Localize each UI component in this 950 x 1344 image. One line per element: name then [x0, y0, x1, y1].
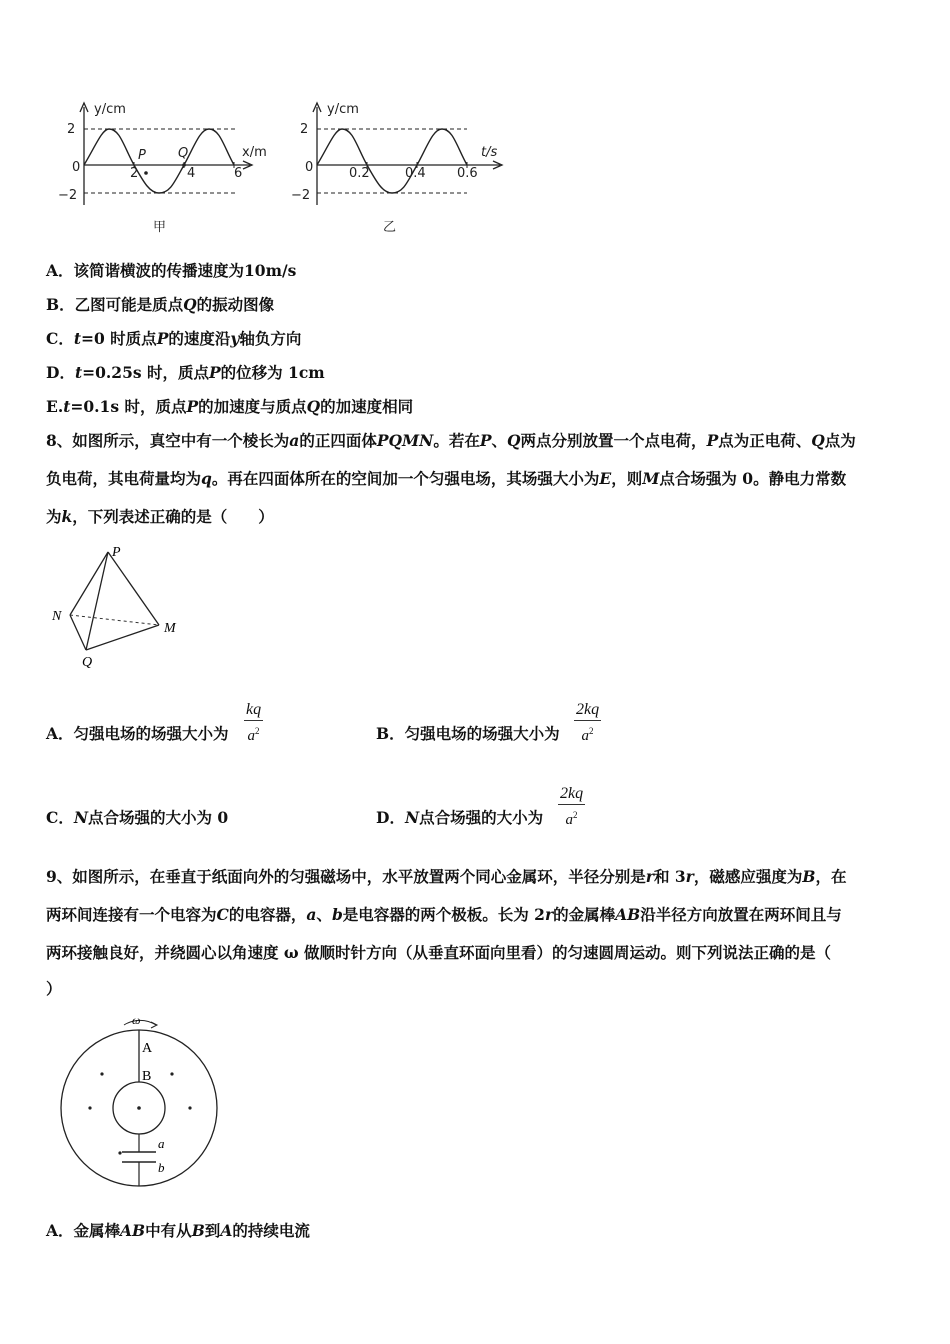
y-tick-neg-jia: −2 [58, 188, 78, 203]
omega-label: ω [132, 1013, 141, 1027]
q7-option-c: C．t=0 时质点P的速度沿y轴负方向 [46, 329, 302, 348]
x-tick-2-jia: 2 [130, 166, 139, 181]
point-q-label-jia: Q [178, 146, 189, 161]
point-b-label: B [142, 1069, 152, 1084]
caption-yi: 乙 [383, 220, 397, 235]
wave-curve-jia [84, 129, 234, 193]
point-a-label: A [142, 1041, 153, 1056]
vertex-m-label: M [164, 621, 176, 636]
y-tick-pos-jia: 2 [67, 122, 76, 137]
t-tick-06-yi: 0.6 [457, 166, 478, 181]
t-tick-04-yi: 0.4 [405, 166, 426, 181]
q9-stem-line-3: 两环接触良好，并绕圆心以角速度 ω 做顺时针方向（从垂直环面向里看）的匀速圆周运动。则下列说法正确的是（ [46, 943, 832, 962]
point-p-label-jia: P [138, 148, 146, 163]
y-axis-label-yi: y/cm [327, 102, 359, 117]
x-tick-4-jia: 4 [187, 166, 196, 181]
q8-stem-line-3: 为k，下列表述正确的是（ ） [46, 507, 274, 526]
wave-curve-yi [317, 129, 467, 193]
concentric-rings-figure [52, 1012, 232, 1192]
y-axis-label-jia: y/cm [94, 102, 126, 117]
plate-a-label: a [158, 1136, 165, 1151]
q8-stem-line-1: 8、如图所示，真空中有一个棱长为a的正四面体PQMN。若在P、Q两点分别放置一个点电荷，P点为正电荷、Q点为 [46, 431, 856, 450]
t-tick-02-yi: 0.2 [349, 166, 370, 181]
q8-option-b-fraction: $\frac{2kq}{a^2}$ [576, 701, 600, 744]
x-tick-6-jia: 6 [234, 166, 243, 181]
q7-option-b: B．乙图可能是质点Q的振动图像 [46, 295, 275, 314]
wave-graph-jia [50, 95, 290, 240]
magnetic-field-dots [88, 1072, 191, 1154]
vertex-p-label: P [112, 545, 121, 560]
center-point [137, 1106, 141, 1110]
q9-option-a: A．金属棒AB中有从B到A的持续电流 [46, 1221, 310, 1240]
wave-graph-yi [285, 95, 515, 240]
t-axis-label-yi: t/s [481, 145, 498, 160]
vertex-q-label: Q [82, 655, 93, 670]
q8-option-d: D．N点合场强的大小为 [376, 808, 544, 827]
y-tick-zero-jia: 0 [72, 160, 81, 175]
caption-jia: 甲 [153, 220, 167, 235]
q9-stem-line-2: 两环间连接有一个电容为C的电容器，a、b是电容器的两个极板。长为 2r的金属棒AB沿半径方向放置在两环间且与 [46, 905, 842, 924]
q8-option-d-fraction: $\frac{2kq}{a^2}$ [560, 785, 584, 828]
q8-option-b: B．匀强电场的场强大小为 [376, 724, 560, 743]
q8-stem-line-2: 负电荷，其电荷量均为q。再在四面体所在的空间加一个匀强电场，其场强大小为E，则M点合场强为 0。静电力常数 [46, 469, 847, 488]
q8-option-a-fraction: $\frac{kq}{a^2}$ [246, 701, 262, 744]
x-axis-label-jia: x/m [242, 145, 267, 160]
q8-option-c: C．N点合场强的大小为 0 [46, 808, 229, 827]
q7-option-a: A．该简谐横波的传播速度为10m/s [46, 261, 297, 280]
y-tick-pos-yi: 2 [300, 122, 309, 137]
plate-b-label: b [158, 1160, 165, 1175]
tetrahedron-figure [46, 540, 196, 675]
q9-stem-line-4: ） [46, 979, 62, 998]
y-tick-neg-yi: −2 [291, 188, 311, 203]
q7-option-d: D．t=0.25s 时，质点P的位移为 1cm [46, 363, 325, 382]
y-tick-zero-yi: 0 [305, 160, 314, 175]
vertex-n-label: N [52, 609, 62, 624]
q7-option-e: E.t=0.1s 时，质点P的加速度与质点Q的加速度相同 [46, 397, 414, 416]
rotation-arrow-icon [151, 1022, 157, 1028]
q8-option-a: A．匀强电场的场强大小为 [46, 724, 229, 743]
q9-stem-line-1: 9、如图所示，在垂直于纸面向外的匀强磁场中，水平放置两个同心金属环，半径分别是r和 3r，磁感应强度为B，在 [46, 867, 847, 886]
